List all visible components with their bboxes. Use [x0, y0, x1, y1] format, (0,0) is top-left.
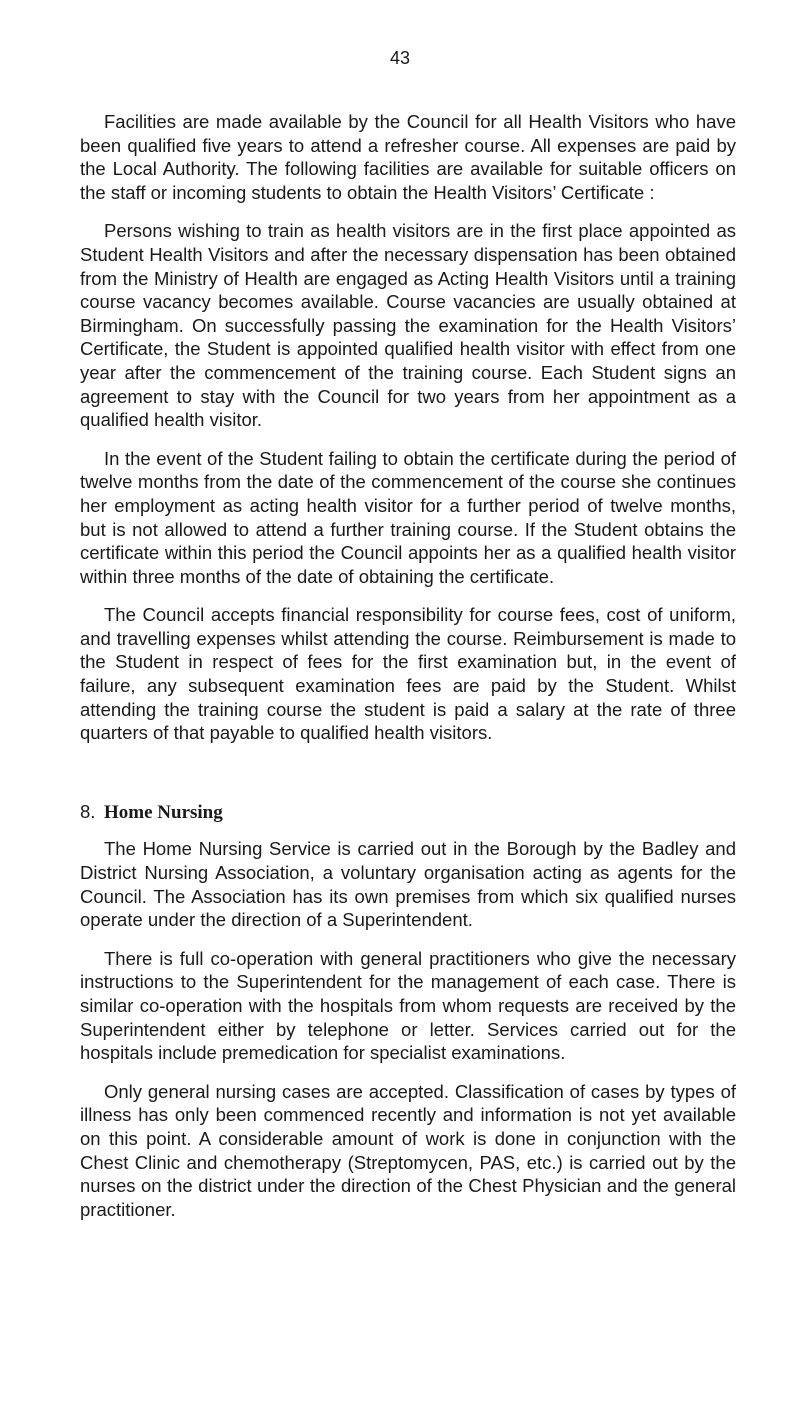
- paragraph-general-nursing-cases: Only general nursing cases are accepted. Classification of cases by types of illness has only been commenced recently and information is not yet available on this point. A considerable amount of work is done in conjunction with the Chest Clinic and chemotherapy (Streptomycen, PAS, etc.) is carried out by the nurses on the district under the direction of the Chest Physician and the general practitioner.: [80, 1080, 736, 1220]
- paragraph-home-nursing-service: The Home Nursing Service is carried out in the Borough by the Badley and District Nursing Association, a voluntary organisation acting as agents for the Council. The Association has its own premises from which six qualified nurses operate under the direction of a Superintendent.: [80, 838, 736, 931]
- section-heading: [80, 800, 736, 825]
- page-number: 43: [389, 48, 411, 68]
- section-title: Home Nursing: [104, 801, 223, 823]
- paragraph-financial-responsibility: The Council accepts financial responsibility for course fees, cost of uniform, and travelling expenses whilst attending the course. Reimbursement is made to the Student in respect of fees for the first examination but, in the event of failure, any subsequent examination fees are paid by the Student. Whilst attending the training course the student is paid a salary at the rate of three quarters of that payable to qualified health visitors.: [80, 604, 736, 744]
- paragraph-cooperation: There is full co-operation with general practitioners who give the necessary instructions to the Superintendent for the management of each case. There is similar co-operation with the hospitals from whom requests are received by the Superintendent either by telephone or letter. Services carried out for the hospitals include premedication for specialist examinations.: [80, 947, 736, 1064]
- paragraph-student-health-visitors: Persons wishing to train as health visitors are in the first place appointed as Student Health Visitors and after the necessary dispensation has been obtained from the Ministry of Health are engaged as Acting Health Visitors until a training course vacancy becomes available. Course vacancies are usually obtained at Birmingham. On successfully passing the examination for the Health Visitors’ Certificate, the Student is appointed qualified health visitor with effect from one year after the commencement of the training course. Each Student signs an agreement to stay with the Council for two years from her appointment as a qualified health visitor.: [80, 220, 736, 431]
- section-number: 8.: [80, 800, 96, 822]
- document-body: [80, 110, 736, 1236]
- paragraph-certificate-failure: In the event of the Student failing to obtain the certificate during the period of twelve months from the date of the commencement of the course she continues her employment as acting health visitor for a further period of twelve months, but is not allowed to attend a further training course. If the Student obtains the certificate within this period the Council appoints her as a qualified health visitor within three months of the date of obtaining the certificate.: [80, 447, 736, 587]
- paragraph-refresher-course: Facilities are made available by the Council for all Health Visitors who have been qualified five years to attend a refresher course. All expenses are paid by the Local Authority. The following facilities are available for suitable officers on the staff or incoming students to obtain the Health Visitors’ Certificate :: [80, 111, 736, 203]
